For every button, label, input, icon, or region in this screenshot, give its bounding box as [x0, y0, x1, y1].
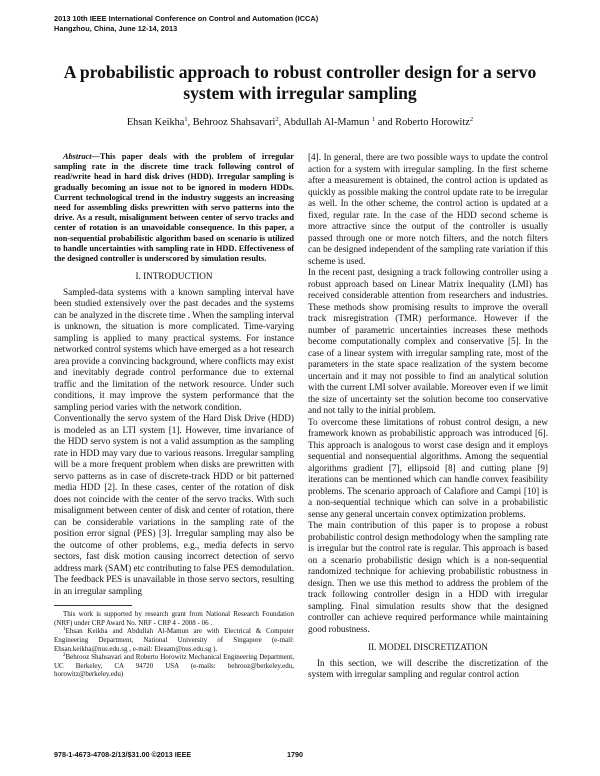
footnote-affiliation-2: $^2$Behrooz Shahsavari and Roberto Horowitz Mechanical Engineering Department, UC Berkeley, CA 94720 USA (e-mails: behrooz@berkeley.edu, horowitz@berkeley.edu): [54, 653, 294, 679]
abstract-label: Abstract: [63, 152, 92, 161]
page-number: 1790: [287, 750, 303, 759]
author-name: Roberto Horowitz: [395, 117, 470, 128]
author-affiliation-mark: 2: [469, 116, 474, 123]
author-affiliation-mark: 1: [371, 116, 376, 123]
paragraph: In this section, we will describe the discretization of the system with irregular sampling and regular control action: [308, 657, 548, 679]
paragraph: Sampled-data systems with a known sampling interval have been studied extensively over the past decades and the systems can be analyzed in the discrete time . When the sampling interval is unknown, the situation is more complicated. Time-varying sampling is applied to many practical systems. For instance networked control systems which have emerged as a hot research area provide a convincing background, where conflicts may exist and inevitably degrade control performance due to external traffic and the limitation of the network resource. Under such conditions, it may improve the system performance that the sampling period varies with the network condition.: [54, 286, 294, 412]
conference-name: 2013 10th IEEE International Conference on Control and Automation (ICCA): [54, 14, 319, 23]
author-list: Ehsan Keikha$^1$, Behrooz Shahsavari$^2$, Abdullah Al-Mamun $^1$ and Roberto Horowitz$^2$: [126, 116, 474, 128]
footnote-funding: This work is supported by research grant from National Research Foundation (NRF) under CRP Award No. NRF - CRP 4 - 2008 - 06 .: [54, 610, 294, 627]
author-name: Abdullah Al-Mamun: [283, 117, 372, 128]
conference-header: [54, 14, 318, 33]
paper-title: A probabilistic approach to robust controller design for a servo system with irregular sampling: [63, 62, 537, 103]
paragraph: In the recent past, designing a track following controller using a robust approach based on Linear Matrix Inequality (LMI) has received considerable attention from researchers and industries. These methods show promising results to improve the overall track misregistration (TMR) performance. However if the number of parametric uncertainties increases these methods become computationally complex and conservative [5]. In the case of a linear system with irregular sampling rate, most of the parameters in the state space realization of the system become uncertain and it may not possible to find an analytical solution with the current LMI solver available. Moreover even if we limit the size of uncertainty set the solution become too conservative and not tally to the initial problem.: [308, 267, 548, 415]
footnote-divider: [54, 605, 132, 606]
abstract: Abstract—This paper deals with the problem of irregular sampling rate in the discrete time track following control of read/write head in hard disk drives (HDD). Irregular sampling is gradually becoming an issue not to be ignored in modern HDDs. Current technological trend in the industry suggests an increasing need for assembling disks prewritten with servo patterns into the drive. As a result, misalignment between center of servo tracks and center of rotation is an unavoidable consequence. In this paper, a non-sequential probabilistic algorithm based on scenario is utilized to handle uncertainties with sampling rate in HDD. Effectiveness of the designed controller is underscored by simulation results.: [54, 152, 294, 264]
paragraph: The main contribution of this paper is to propose a robust probabilistic control design methodology when the sampling rate is irregular but the control rate is regular. This approach is based on a scenario probabilistic design which is a non-sequential randomized technique for achieving probabilistic robustness in design. Then we use this method to address the problem of the track following controller design in a HDD with irregular sampling. Final simulation results show that the designed controller can achieve required performance while maintaining good robustness.: [308, 520, 548, 634]
right-column: [308, 152, 548, 681]
footnote-affiliation-1: $^1$Ehsan Keikha and Abdullah Al-Mamun are with Electrical & Computer Engineering Department, National University of Singapore (e-mail: Ehsan.keikha@nus.edu.sg , e-mail: Eleaam@nus.edu.sg ).: [54, 627, 294, 653]
left-column: [54, 152, 294, 679]
conference-location-date: Hangzhou, China, June 12-14, 2013: [54, 23, 178, 33]
abstract-text: This paper deals with the problem of irregular sampling rate in the discrete time track following control of read/write head in hard disk drives (HDD). Irregular sampling is gradually becoming an issue not to be ignored in modern HDDs. Current technological trend in the industry suggests an increasing need for assembling disks prewritten with servo patterns into the drive. As a result, misalignment between center of servo tracks and center of rotation is an unavoidable consequence. In this paper, a non-sequential probabilistic algorithm based on scenario is utilized to handle uncertainties with sampling rate in HDD. Effectiveness of the designed controller is underscored by simulation results.: [54, 152, 294, 264]
author-affiliation-mark: 2: [275, 116, 279, 123]
section-heading-model-discretization: II. MODEL DISCRETIZATION: [368, 642, 488, 652]
footer-isbn: 978-1-4673-4708-2/13/$31.00 ©2013 IEEE: [54, 750, 192, 759]
author-name: Ehsan Keikha: [126, 117, 185, 128]
paragraph: [4]. In general, there are two possible ways to update the control action for a system with irregular sampling. In the first scheme after a measurement is obtained, the control action is updated as quickly as possible making the control update rate to be irregular as well. In the other scheme, the control action is updated at a fixed, regular rate. In the case of the HDD second scheme is more attractive since the output of the controller is usually passed through one or more notch filters, and the notch filters can be designed independent of the sampling rate variation if this scheme is used.: [308, 152, 548, 266]
section-heading-introduction: I. INTRODUCTION: [135, 271, 213, 282]
author-affiliation-mark: 1: [184, 116, 188, 123]
paragraph: To overcome these limitations of robust control design, a new framework known as probabilistic approach was introduced [6]. This approach is analogous to worst case design and it employs sequential and nonsequential algorithms. Among the sequential algorithms gradient [7], ellipsoid [8] and cutting plane [9] iterations can be mentioned which can handle convex feasibility problems. The scenario approach of Calafiore and Campi [10] is a non-sequential technique which can solve in a probabilistic sense any general uncertain convex optimization problems.: [308, 416, 548, 519]
paragraph: Conventionally the servo system of the Hard Disk Drive (HDD) is modeled as an LTI system [1]. However, time invariance of the HDD servo system is not a valid assumption as the sampling rate in HDD may vary due to various reasons. Irregular sampling will be a more frequent problem when disks are prewritten with servo patterns as in case of discrete-track HDD or bit patterned media HDD [2]. In these cases, center of the rotation of disk does not coincide with the center of the servo tracks. With such misalignment between center of disk and center of rotation, there can be considerable variations in the sampling rate of the position error signal (PES) [3]. Irregular sampling may also be the outcome of other problems, e.g., media defects in servo sectors, fast disk motion causing incorrect detection of servo address mark (SAM) etc contributing to false PES demodulation. The feedback PES is unavailable in those servo sectors, resulting in an irregular sampling: [54, 413, 294, 596]
author-name: Behrooz Shahsavari: [192, 117, 276, 128]
